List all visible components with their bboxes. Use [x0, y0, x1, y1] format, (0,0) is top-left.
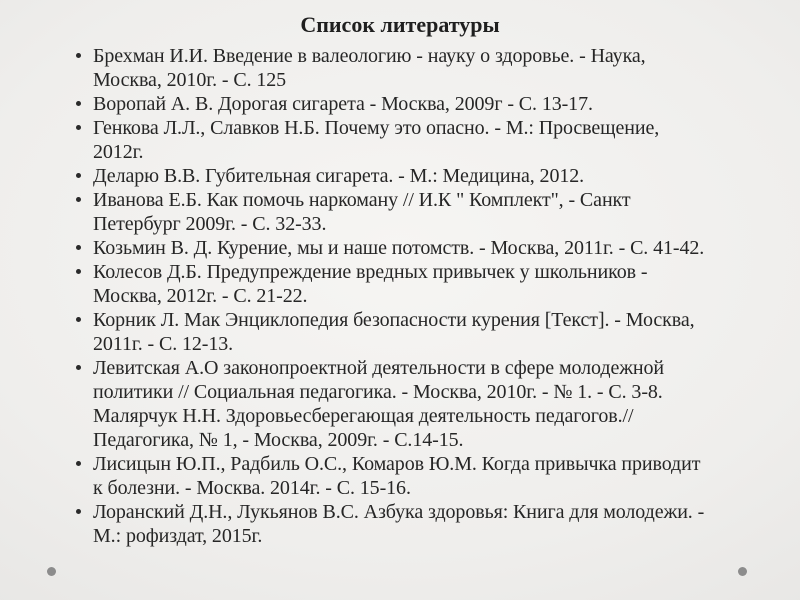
- reference-text: Левитская А.О законопроектной деятельности в сфере молодежной политики // Социальная педагогика. - Москва, 2010г. - № 1. - С. 3-8. Малярчук Н.Н. Здоровьесберегающая деятельность педагогов.// Педагогика, № 1, - Москва, 2009г. - С.14-15.: [93, 357, 665, 451]
- list-item: [72, 500, 711, 548]
- decor-dot-left-icon: [47, 567, 56, 576]
- reference-text: Колесов Д.Б. Предупреждение вредных привычек у школьников - Москва, 2012г. - С. 21-22.: [93, 261, 648, 307]
- bullet-icon: [76, 317, 81, 322]
- list-item: [72, 356, 711, 452]
- page-title: Список литературы: [300, 12, 500, 37]
- reference-text: Козьмин В. Д. Курение, мы и наше потомств. - Москва, 2011г. - С. 41-42.: [93, 237, 705, 259]
- list-item: [72, 116, 711, 164]
- bullet-icon: [76, 509, 81, 514]
- list-item: [72, 260, 711, 308]
- reference-list: [0, 44, 800, 548]
- list-item: [72, 236, 711, 260]
- bullet-icon: [76, 269, 81, 274]
- list-item: [72, 44, 711, 92]
- list-item: [72, 452, 711, 500]
- list-item: [72, 164, 711, 188]
- bullet-icon: [76, 125, 81, 130]
- reference-text: Воропай А. В. Дорогая сигарета - Москва, 2009г - С. 13-17.: [93, 93, 593, 115]
- list-item: [72, 308, 711, 356]
- reference-text: Брехман И.И. Введение в валеологию - науку о здоровье. - Наука, Москва, 2010г. - С. 125: [93, 45, 646, 91]
- reference-text: Деларю В.В. Губительная сигарета. - М.: Медицина, 2012.: [93, 165, 585, 187]
- reference-text: Генкова Л.Л., Славков Н.Б. Почему это опасно. - М.: Просвещение, 2012г.: [93, 117, 660, 163]
- list-item: [72, 188, 711, 236]
- reference-text: Лоранский Д.Н., Лукьянов В.С. Азбука здоровья: Книга для молодежи. - М.: рофиздат, 2015г.: [93, 501, 705, 547]
- bullet-icon: [76, 101, 81, 106]
- bullet-icon: [76, 245, 81, 250]
- bullet-icon: [76, 197, 81, 202]
- bullet-icon: [76, 461, 81, 466]
- decor-dot-right-icon: [738, 567, 747, 576]
- reference-text: Корник Л. Мак Энциклопедия безопасности курения [Текст]. - Москва, 2011г. - С. 12-13.: [93, 309, 695, 355]
- list-item: [72, 92, 711, 116]
- bullet-icon: [76, 53, 81, 58]
- bullet-icon: [76, 173, 81, 178]
- bullet-icon: [76, 365, 81, 370]
- reference-text: Иванова Е.Б. Как помочь наркоману // И.К " Комплект", - Санкт Петербург 2009г. - С. 32-33.: [93, 189, 631, 235]
- reference-text: Лисицын Ю.П., Радбиль О.С., Комаров Ю.М. Когда привычка приводит к болезни. - Москва. 2014г. - С. 15-16.: [93, 453, 701, 499]
